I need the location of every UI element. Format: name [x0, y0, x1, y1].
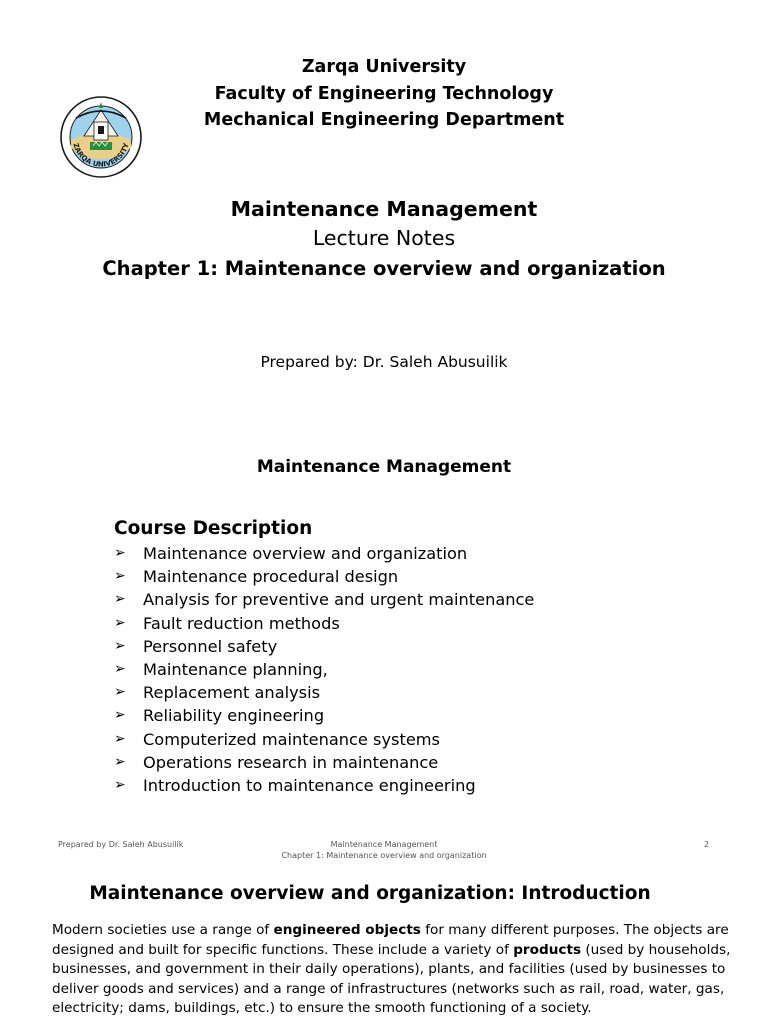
list-item-text: Reliability engineering — [143, 706, 325, 726]
arrow-bullet-icon: ➢ — [114, 591, 126, 608]
list-item — [114, 681, 534, 704]
list-item-text: Computerized maintenance systems — [143, 729, 440, 749]
logo-text: ZARQA UNIVERSITY — [71, 142, 131, 169]
intro-heading: Maintenance overview and organization: Introduction — [89, 883, 651, 904]
intro-bold-text: products — [513, 941, 582, 958]
list-item — [114, 612, 534, 635]
arrow-bullet-icon: ➢ — [114, 684, 126, 701]
list-item-text: Maintenance overview and organization — [143, 544, 468, 564]
list-item-text: Maintenance procedural design — [143, 567, 399, 587]
course-description-heading: Course Description — [114, 518, 313, 539]
footer-chapter: Chapter 1: Maintenance overview and organization — [281, 851, 487, 860]
university-header — [0, 54, 768, 134]
footer-title — [0, 839, 768, 861]
department-name: Mechanical Engineering Department — [203, 110, 565, 130]
arrow-bullet-icon: ➢ — [114, 661, 126, 678]
intro-text: for many different purposes. The objects are designed and built for specific functions. These include a variety of — [52, 922, 729, 958]
title-block — [0, 195, 768, 284]
lecture-notes-label: Lecture Notes — [312, 226, 456, 250]
list-item-text: Maintenance planning, — [143, 660, 328, 680]
page-number: 2 — [704, 840, 710, 849]
course-description-list — [114, 542, 534, 797]
intro-bold-text: engineered objects — [273, 922, 421, 938]
arrow-bullet-icon: ➢ — [114, 568, 126, 585]
arrow-bullet-icon: ➢ — [114, 707, 126, 724]
footer-course: Maintenance Management — [330, 840, 438, 849]
university-name: Zarqa University — [301, 57, 467, 77]
chapter-title: Chapter 1: Maintenance overview and organization — [102, 257, 666, 280]
intro-paragraph — [52, 921, 742, 1019]
prepared-by: Prepared by: Dr. Saleh Abusuilik — [260, 353, 508, 371]
arrow-bullet-icon: ➢ — [114, 545, 126, 562]
list-item — [114, 658, 534, 681]
list-item — [114, 751, 534, 774]
list-item — [114, 774, 534, 797]
list-item — [114, 542, 534, 565]
list-item — [114, 728, 534, 751]
arrow-bullet-icon: ➢ — [114, 614, 126, 631]
list-item — [114, 704, 534, 727]
arrow-bullet-icon: ➢ — [114, 730, 126, 747]
faculty-name: Faculty of Engineering Technology — [214, 83, 554, 104]
course-title: Maintenance Management — [230, 197, 538, 221]
list-item-text: Fault reduction methods — [143, 613, 340, 633]
list-item-text: Personnel safety — [143, 636, 278, 656]
footer-author: Prepared by Dr. Saleh Abusuilik — [58, 840, 184, 849]
intro-text: (used by households, businesses, and government in their daily operations), plants, and facilities (used by businesses to deliver goods and services) and a range of infrastructures (networks such as rail, road, water, gas, electricity; dams, buildings, etc.) to ensure the smooth functioning of a society. — [52, 941, 731, 1017]
list-item — [114, 635, 534, 658]
intro-text: Modern societies use a range of — [52, 922, 274, 938]
list-item-text: Replacement analysis — [143, 683, 321, 703]
list-item-text: Introduction to maintenance engineering — [143, 775, 476, 795]
arrow-bullet-icon: ➢ — [114, 776, 126, 793]
arrow-bullet-icon: ➢ — [114, 637, 126, 654]
list-item-text: Analysis for preventive and urgent maintenance — [143, 590, 535, 610]
arrow-bullet-icon: ➢ — [114, 753, 126, 770]
list-item — [114, 565, 534, 588]
list-item-text: Operations research in maintenance — [143, 752, 439, 772]
section-title: Maintenance Management — [256, 457, 512, 477]
list-item — [114, 588, 534, 611]
